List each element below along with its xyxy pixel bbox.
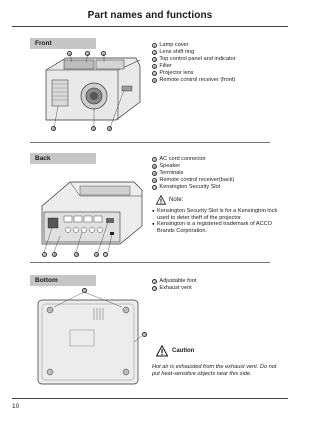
item-label: Top control panel and indicator <box>159 56 236 62</box>
callout-lens-shift: ② <box>92 127 96 131</box>
item-number: ⑩ <box>153 178 157 183</box>
callout-remote-receiver-front: ⑥ <box>108 127 112 131</box>
item-label: Terminals <box>159 170 184 176</box>
item-number: ① <box>153 43 157 48</box>
item-number: ⑤ <box>153 71 157 76</box>
list-item <box>152 42 236 49</box>
item-number: ⑬ <box>153 286 157 291</box>
front-parts-list <box>152 42 236 84</box>
item-number: ⑨ <box>153 171 157 176</box>
callout-speaker: ⑧ <box>53 253 57 257</box>
callout-adjustable-foot: ⑫ <box>83 289 87 293</box>
item-number: ⑧ <box>153 164 157 169</box>
back-view-illustration <box>34 166 146 258</box>
back-heading: Back <box>35 155 51 162</box>
footer-divider <box>12 398 288 399</box>
warning-icon <box>156 345 168 357</box>
item-number: ③ <box>153 57 157 62</box>
front-section-bar <box>30 38 96 49</box>
item-label: Remote control receiver (front) <box>159 77 236 83</box>
item-label: Filter <box>159 63 172 69</box>
item-label: Projector lens <box>159 70 194 76</box>
item-number: ④ <box>153 64 157 69</box>
list-item <box>152 163 234 170</box>
item-label: Kensington Security Slot <box>159 184 221 190</box>
front-heading: Front <box>35 40 52 47</box>
back-parts-list <box>152 156 234 191</box>
title-divider <box>12 26 288 27</box>
back-section-bar <box>30 153 96 164</box>
caution-label: Caution <box>172 348 195 354</box>
note-heading <box>156 195 183 205</box>
list-item <box>152 77 236 84</box>
note-list <box>152 208 280 234</box>
item-label: AC cord connector <box>159 156 206 162</box>
callout-top-panel: ③ <box>86 52 90 56</box>
caution-heading <box>156 345 194 357</box>
bottom-parts-list <box>152 278 196 292</box>
list-item <box>152 63 236 70</box>
list-item <box>152 156 234 163</box>
item-label: Exhaust vent <box>159 285 192 291</box>
item-number: ⑦ <box>153 157 157 162</box>
list-item <box>152 170 234 177</box>
item-label: Speaker <box>159 163 181 169</box>
bottom-section-bar <box>30 275 96 286</box>
callout-remote-receiver-back: ⑩ <box>95 253 99 257</box>
list-item <box>152 278 196 285</box>
callout-exhaust-vent: ⑬ <box>143 333 147 337</box>
callout-lamp-cover: ① <box>102 52 106 56</box>
callout-filter: ④ <box>68 52 72 56</box>
note-item: ● Kensington Security Slot is for a Kensington lock used to deter theft of the projector. <box>152 208 280 221</box>
callout-kensington-slot: ⑪ <box>104 253 108 257</box>
list-item <box>152 184 234 191</box>
item-number: ⑫ <box>153 279 157 284</box>
section-divider <box>30 262 270 263</box>
item-number: ⑪ <box>153 185 157 190</box>
item-label: Lens shift ring <box>159 49 195 55</box>
front-view-illustration <box>32 50 144 134</box>
page-number: 10 <box>12 403 20 410</box>
item-label: Adjustable foot <box>159 278 197 284</box>
callout-terminals: ⑨ <box>75 253 79 257</box>
item-label: Remote control receiver(back) <box>159 177 235 183</box>
list-item <box>152 70 236 77</box>
bottom-view-illustration <box>34 286 148 386</box>
callout-ac-connector: ⑦ <box>43 253 47 257</box>
note-label: Note: <box>169 197 184 203</box>
list-item <box>152 177 234 184</box>
list-item <box>152 56 236 63</box>
item-number: ⑥ <box>153 78 157 83</box>
caution-text: Hot air is exhausted from the exhaust vent. Do not put heat-sensitive objects near this side. <box>152 364 277 377</box>
section-divider <box>30 142 270 143</box>
note-item: ● Kensington is a registered trademark of ACCO Brands Corporation. <box>152 221 280 234</box>
page-title: Part names and functions <box>87 10 213 21</box>
item-label: Lamp cover <box>159 42 189 48</box>
list-item <box>152 285 196 292</box>
bottom-heading: Bottom <box>35 277 58 284</box>
item-number: ② <box>153 50 157 55</box>
callout-projector-lens: ⑤ <box>52 127 56 131</box>
list-item <box>152 49 236 56</box>
warning-icon <box>156 195 166 205</box>
